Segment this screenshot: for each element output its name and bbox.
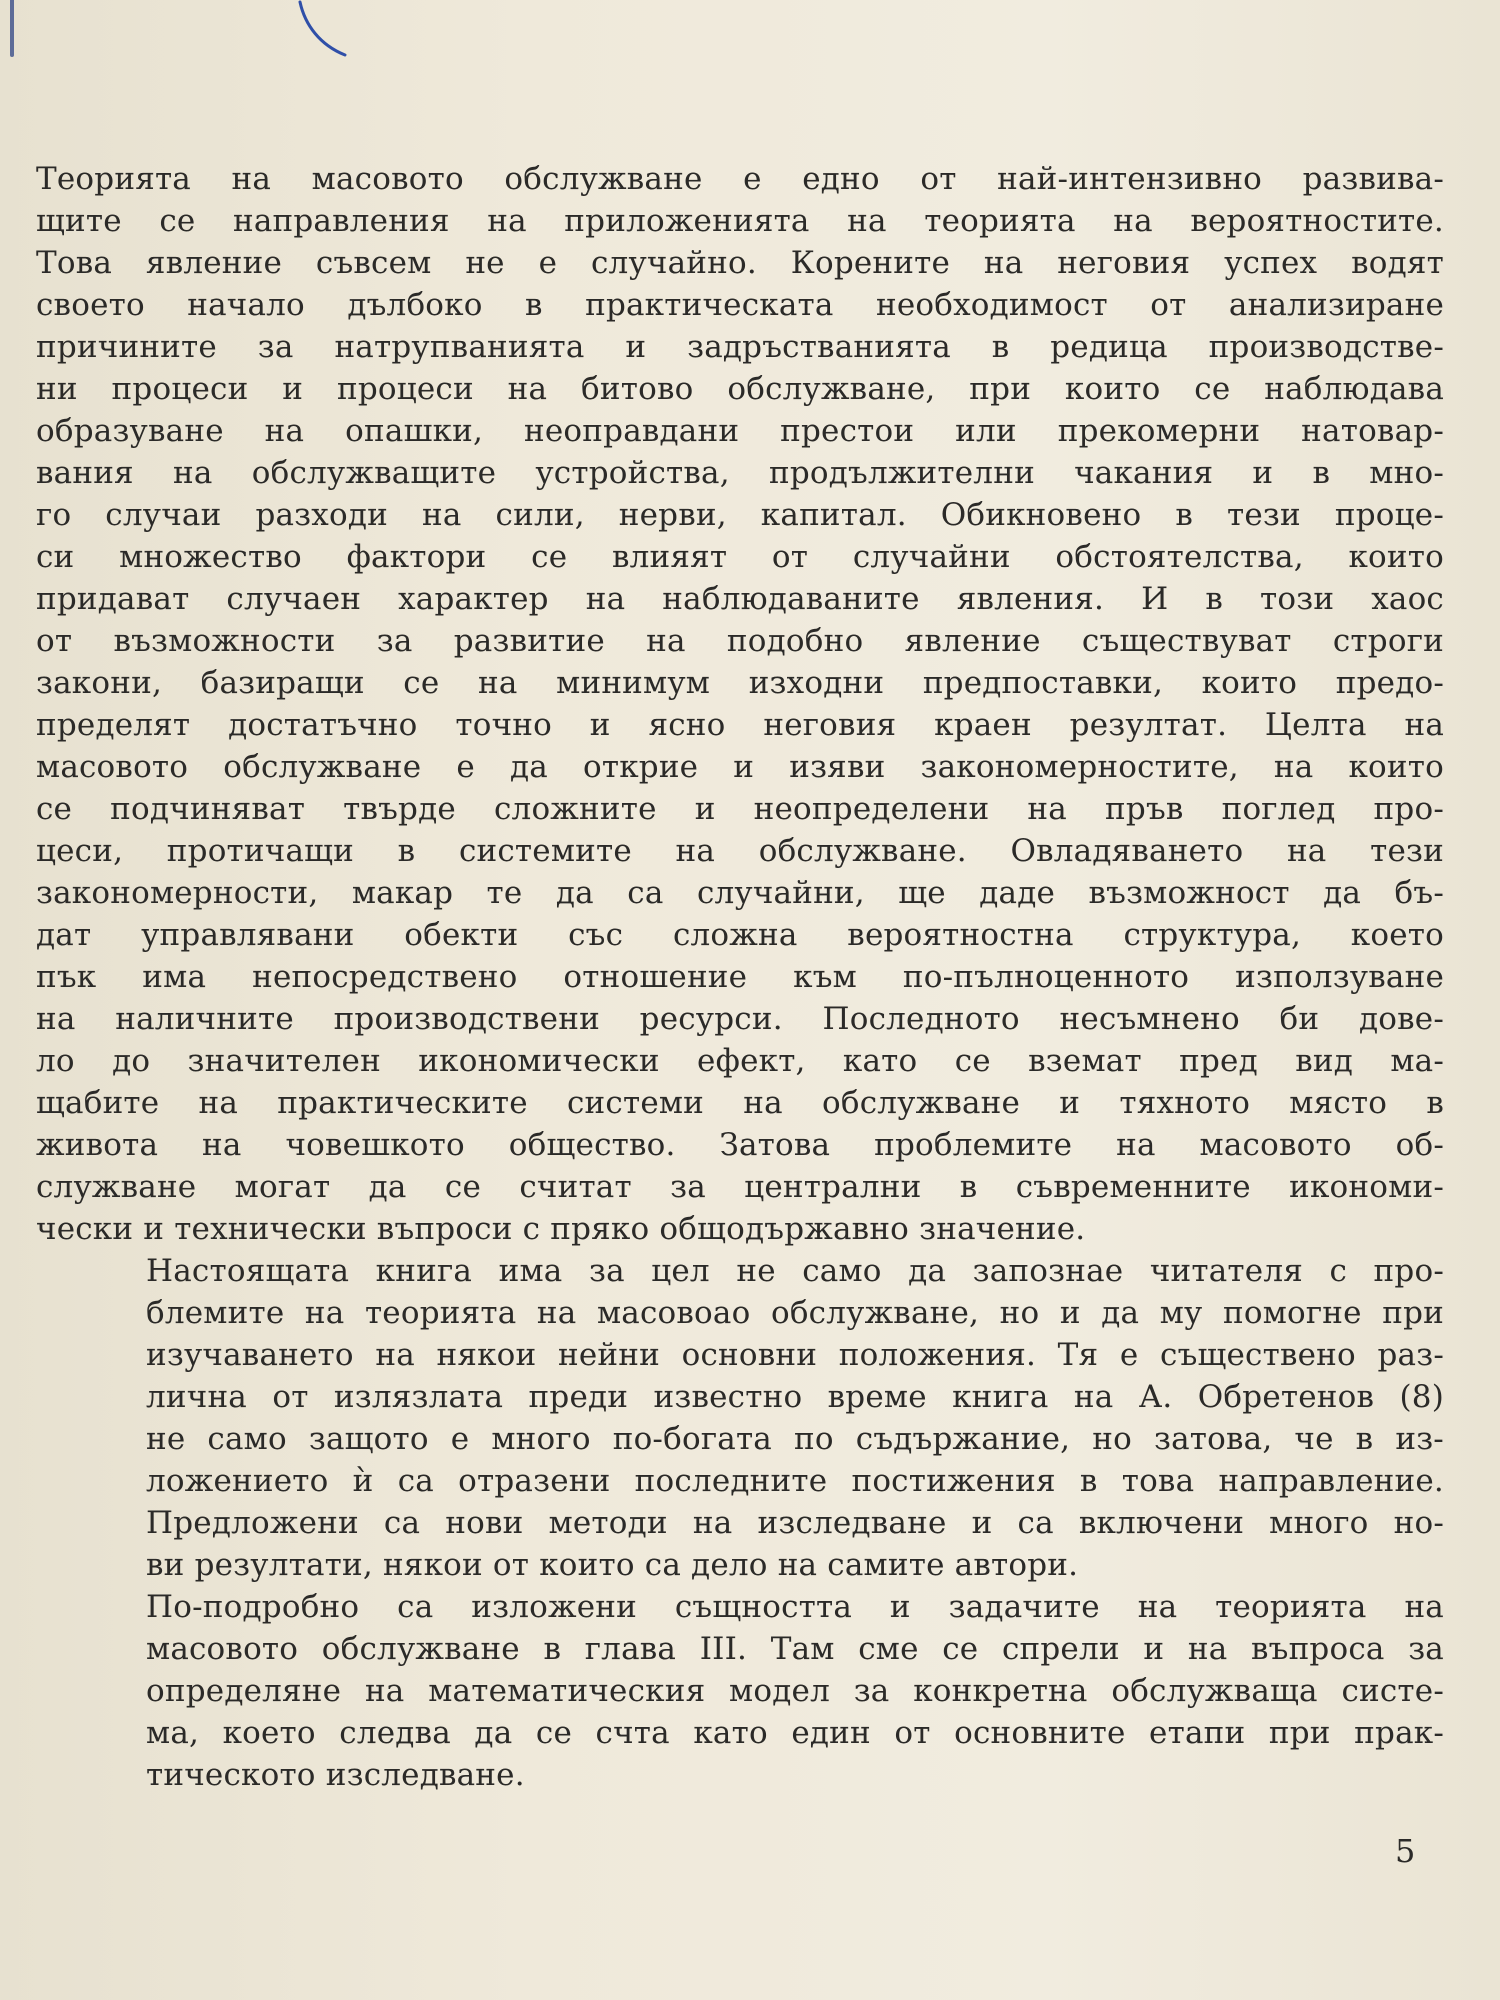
text-line: пък има непосредствено отношение към по-пълноценното използуване — [36, 959, 1444, 995]
text-line: Теорията на масовото обслужване е едно от най-интензивно развива- — [36, 161, 1444, 197]
body-text — [36, 158, 1444, 1796]
text-line: дат управлявани обекти със сложна вероятностна структура, което — [36, 917, 1444, 953]
text-line: Настоящата книга има за цел не само да запознае читателя с про- — [146, 1253, 1444, 1289]
text-line: блемите на теорията на масовоао обслужване, но и да му помогне при — [146, 1295, 1444, 1331]
text-line: ма, което следва да се счта като един от основните етапи при прак- — [146, 1715, 1444, 1751]
text-line: ни процеси и процеси на битово обслужване, при които се наблюдава — [36, 371, 1444, 407]
text-line: щите се направления на приложенията на теорията на вероятностите. — [36, 203, 1444, 239]
paragraph — [36, 1586, 1444, 1796]
text-line: образуване на опашки, неоправдани престои или прекомерни натовар- — [36, 413, 1444, 449]
text-line: причините за натрупванията и задръстванията в редица производстве- — [36, 329, 1444, 365]
text-line: тическото изследване. — [146, 1757, 525, 1793]
text-line: изучаването на някои нейни основни положения. Тя е съществено раз- — [146, 1337, 1444, 1373]
text-line: закони, базиращи се на минимум изходни предпоставки, които предо- — [36, 665, 1444, 701]
text-line: го случаи разходи на сили, нерви, капитал. Обикновено в тези проце- — [36, 497, 1444, 533]
text-line: ло до значителен икономически ефект, като се вземат пред вид ма- — [36, 1043, 1444, 1079]
text-line: се подчиняват твърде сложните и неопределени на пръв поглед про- — [36, 791, 1444, 827]
text-line: вания на обслужващите устройства, продължителни чакания и в мно- — [36, 455, 1444, 491]
text-line: цеси, протичащи в системите на обслужване. Овладяването на тези — [36, 833, 1444, 869]
text-line: от възможности за развитие на подобно явление съществуват строги — [36, 623, 1444, 659]
text-line: чески и технически въпроси с пряко общодържавно значение. — [36, 1211, 1086, 1247]
text-line: не само защото е много по-богата по съдържание, но затова, че в из- — [146, 1421, 1444, 1457]
pen-mark-icon — [0, 0, 400, 80]
text-line: служване могат да се считат за централни в съвременните икономи- — [36, 1169, 1444, 1205]
paragraph — [36, 158, 1444, 1250]
text-line: на наличните производствени ресурси. Последното несъмнено би дове- — [36, 1001, 1444, 1037]
text-line: Предложени са нови методи на изследване и са включени много но- — [146, 1505, 1444, 1541]
text-line: По-подробно са изложени същността и задачите на теорията на — [146, 1589, 1444, 1625]
text-line: ложението ѝ са отразени последните постижения в това направление. — [146, 1463, 1444, 1499]
page-number: 5 — [1395, 1832, 1416, 1870]
text-line: си множество фактори се влияят от случайни обстоятелства, които — [36, 539, 1444, 575]
text-line: живота на човешкото общество. Затова проблемите на масовото об- — [36, 1127, 1444, 1163]
text-line: масовото обслужване в глава III. Там сме се спрели и на въпроса за — [146, 1631, 1444, 1667]
text-line: лична от излязлата преди известно време книга на А. Обретенов (8) — [146, 1379, 1444, 1415]
text-line: щабите на практическите системи на обслужване и тяхното място в — [36, 1085, 1444, 1121]
text-line: придават случаен характер на наблюдаваните явления. И в този хаос — [36, 581, 1444, 617]
paragraph — [36, 1250, 1444, 1586]
text-line: определяне на математическия модел за конкретна обслужваща систе- — [146, 1673, 1444, 1709]
text-line: Това явление съвсем не е случайно. Корените на неговия успех водят — [36, 245, 1444, 281]
text-line: своето начало дълбоко в практическата необходимост от анализиране — [36, 287, 1444, 323]
text-line: масовото обслужване е да открие и изяви закономерностите, на които — [36, 749, 1444, 785]
text-line: пределят достатъчно точно и ясно неговия краен резултат. Целта на — [36, 707, 1444, 743]
text-line: закономерности, макар те да са случайни, ще даде възможност да бъ- — [36, 875, 1444, 911]
text-line: ви резултати, някои от които са дело на самите автори. — [146, 1547, 1079, 1583]
